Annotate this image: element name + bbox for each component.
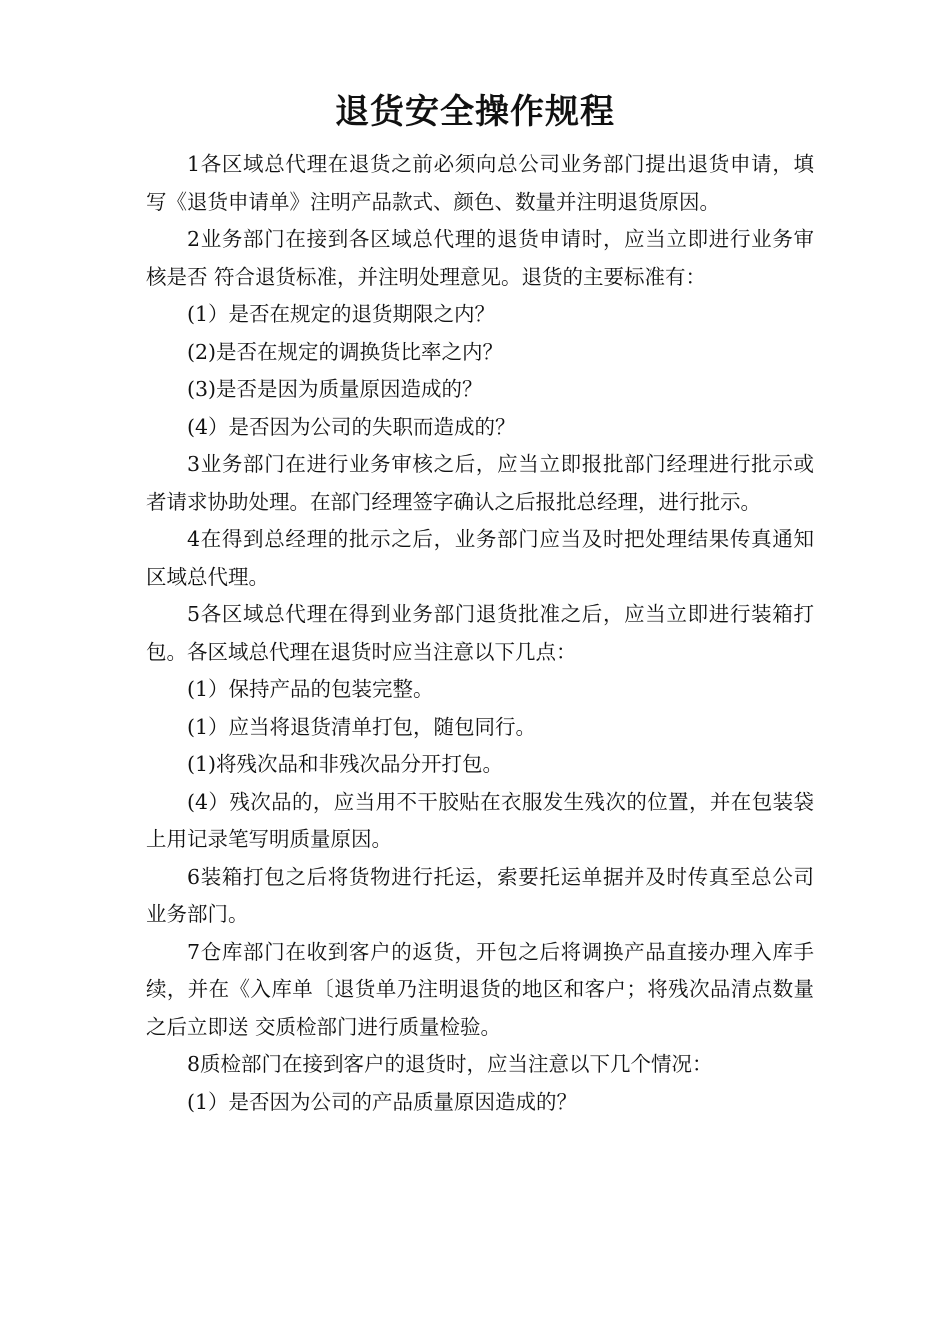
paragraph-1: 1各区域总代理在退货之前必须向总公司业务部门提出退货申请，填写《退货申请单》注明产品款式、颜色、数量并注明退货原因。 [146,152,814,214]
page-title: 退货安全操作规程 [335,92,615,132]
paragraph-4: 4在得到总经理的批示之后，业务部门应当及时把处理结果传真通知区域总代理。 [146,527,814,589]
list-item: (1）应当将退货清单打包，随包同行。 [187,714,537,739]
paragraph-7: 7仓库部门在收到客户的返货，开包之后将调换产品直接办理入库手续，并在《入库单〔退货单乃注明退货的地区和客户；将残次品清点数量之后立即送 交质检部门进行质量检验。 [146,939,814,1039]
list-item: (1）是否在规定的退货期限之内？ [187,302,496,326]
list-item: (1）保持产品的包装完整。 [187,677,434,701]
paragraph-3: 3业务部门在进行业务审核之后，应当立即报批部门经理进行批示或者请求协助处理。在部门经理签字确认之后报批总经理，进行批示。 [146,452,814,514]
list-item: (1）是否因为公司的产品质量原因造成的？ [187,1089,578,1114]
paragraph-6: 6装箱打包之后将货物进行托运，索要托运单据并及时传真至总公司业务部门。 [146,864,814,926]
list-item-wrapped: (4）残次品的，应当用不干胶贴在衣服发生残次的位置，并在包装袋上用记录笔写明质量原因。 [146,789,814,851]
paragraph-2: 2业务部门在接到各区域总代理的退货申请时，应当立即进行业务审核是否 符合退货标准，并注明处理意见。退货的主要标准有： [146,227,814,289]
list-item: (2)是否在规定的调换货比率之内？ [187,339,504,364]
list-item: (4）是否因为公司的失职而造成的？ [187,414,516,439]
paragraph-8: 8质检部门在接到客户的退货时，应当注意以下几个情况： [187,1052,713,1076]
document-body [146,146,814,1121]
list-item: (3)是否是因为质量原因造成的？ [187,377,483,401]
list-item: (1)将残次品和非残次品分开打包。 [187,752,504,776]
paragraph-5: 5各区域总代理在得到业务部门退货批准之后，应当立即进行装箱打包。各区域总代理在退货时应当注意以下几点： [146,602,814,664]
